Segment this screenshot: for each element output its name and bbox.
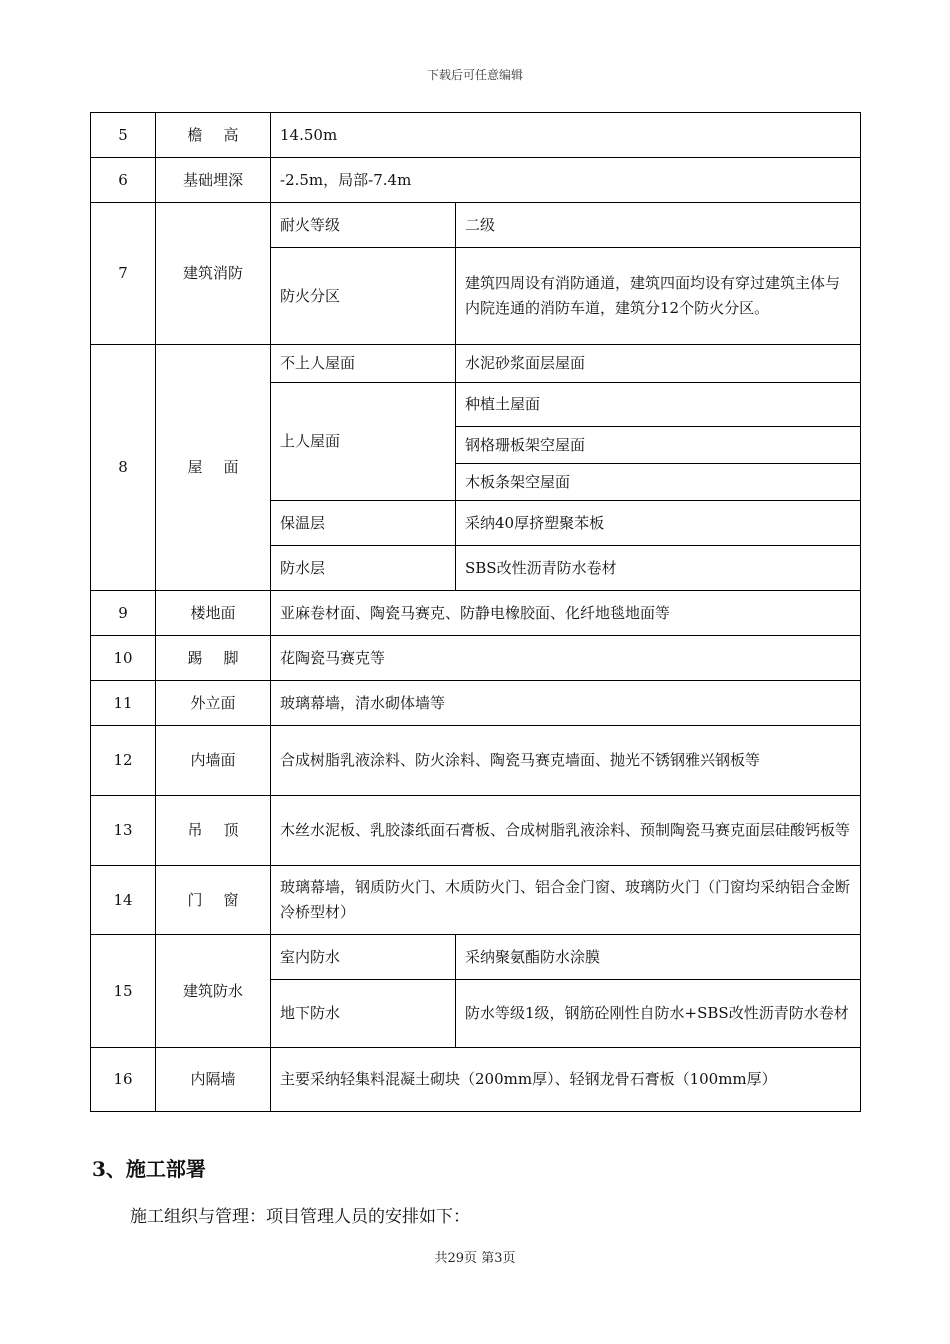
row-value: 主要采纳轻集料混凝土砌块（200mm厚）、轻钢龙骨石膏板（100mm厚） bbox=[271, 1048, 861, 1112]
table-row bbox=[91, 203, 861, 248]
row-name: 外立面 bbox=[156, 681, 271, 726]
row-number: 11 bbox=[91, 681, 156, 726]
row-name: 吊顶 bbox=[187, 821, 260, 839]
sub-label: 地下防水 bbox=[271, 980, 456, 1048]
row-number: 5 bbox=[91, 113, 156, 158]
section-heading: 3、施工部署 bbox=[92, 1157, 206, 1181]
row-value: -2.5m，局部-7.4m bbox=[271, 158, 861, 203]
row-name: 建筑防水 bbox=[156, 935, 271, 1048]
row-name: 檐高 bbox=[187, 125, 260, 144]
row-value: 亚麻卷材面、陶瓷马赛克、防静电橡胶面、化纤地毯地面等 bbox=[271, 591, 861, 636]
table-row bbox=[91, 726, 861, 796]
table-row bbox=[91, 113, 861, 158]
building-spec-table bbox=[90, 112, 861, 1112]
row-value: 玻璃幕墙，清水砌体墙等 bbox=[271, 681, 861, 726]
page-footer: 共29页 第3页 bbox=[434, 1251, 516, 1266]
sub-value: 防水等级1级，钢筋砼刚性自防水+SBS改性沥青防水卷材 bbox=[456, 980, 861, 1048]
row-number: 12 bbox=[91, 726, 156, 796]
page-header: 下载后可任意编辑 bbox=[426, 68, 523, 82]
row-name: 建筑消防 bbox=[156, 203, 271, 345]
row-name: 楼地面 bbox=[156, 591, 271, 636]
sub-value: 二级 bbox=[456, 203, 861, 248]
row-number: 8 bbox=[91, 345, 156, 591]
sub-label: 室内防水 bbox=[271, 935, 456, 980]
sub-value: SBS改性沥青防水卷材 bbox=[456, 546, 861, 591]
row-number: 16 bbox=[91, 1048, 156, 1112]
table-row bbox=[91, 796, 861, 866]
row-value: 玻璃幕墙，钢质防火门、木质防火门、铝合金门窗、玻璃防火门（门窗均采纳铝合金断冷桥型材） bbox=[271, 866, 861, 935]
row-number: 13 bbox=[91, 796, 156, 866]
row-number: 15 bbox=[91, 935, 156, 1048]
row-number: 7 bbox=[91, 203, 156, 345]
table-row bbox=[91, 591, 861, 636]
sub-label: 防水层 bbox=[271, 546, 456, 591]
sub-value: 采纳40厚挤塑聚苯板 bbox=[456, 501, 861, 546]
sub-value: 种植土屋面 bbox=[456, 383, 861, 427]
sub-value: 水泥砂浆面层屋面 bbox=[456, 345, 861, 383]
table-row bbox=[91, 935, 861, 980]
table-row bbox=[91, 636, 861, 681]
row-name: 踢脚 bbox=[187, 648, 260, 667]
sub-label: 耐火等级 bbox=[271, 203, 456, 248]
table-row bbox=[91, 1048, 861, 1112]
sub-label: 上人屋面 bbox=[271, 383, 456, 501]
sub-value: 木板条架空屋面 bbox=[456, 464, 861, 501]
row-name: 屋面 bbox=[187, 458, 260, 476]
row-value: 花陶瓷马赛克等 bbox=[271, 636, 861, 681]
sub-value: 建筑四周设有消防通道，建筑四面均设有穿过建筑主体与内院连通的消防车道，建筑分12个防火分区。 bbox=[456, 248, 861, 345]
row-value: 木丝水泥板、乳胶漆纸面石膏板、合成树脂乳液涂料、预制陶瓷马赛克面层硅酸钙板等 bbox=[271, 796, 861, 866]
row-value: 14.50m bbox=[271, 113, 861, 158]
row-number: 6 bbox=[91, 158, 156, 203]
table-row bbox=[91, 866, 861, 935]
sub-label: 不上人屋面 bbox=[271, 345, 456, 383]
sub-label: 防火分区 bbox=[271, 248, 456, 345]
table-row bbox=[91, 681, 861, 726]
row-name: 内隔墙 bbox=[156, 1048, 271, 1112]
row-name: 基础埋深 bbox=[156, 158, 271, 203]
sub-value: 采纳聚氨酯防水涂膜 bbox=[456, 935, 861, 980]
section-paragraph: 施工组织与管理：项目管理人员的安排如下： bbox=[130, 1207, 470, 1227]
row-number: 14 bbox=[91, 866, 156, 935]
table-row bbox=[91, 345, 861, 383]
row-number: 10 bbox=[91, 636, 156, 681]
table-row bbox=[91, 158, 861, 203]
sub-label: 保温层 bbox=[271, 501, 456, 546]
sub-value: 钢格珊板架空屋面 bbox=[456, 427, 861, 464]
row-name: 门窗 bbox=[187, 890, 260, 909]
row-number: 9 bbox=[91, 591, 156, 636]
row-name: 内墙面 bbox=[156, 726, 271, 796]
row-value: 合成树脂乳液涂料、防火涂料、陶瓷马赛克墙面、抛光不锈钢雅兴钢板等 bbox=[271, 726, 861, 796]
